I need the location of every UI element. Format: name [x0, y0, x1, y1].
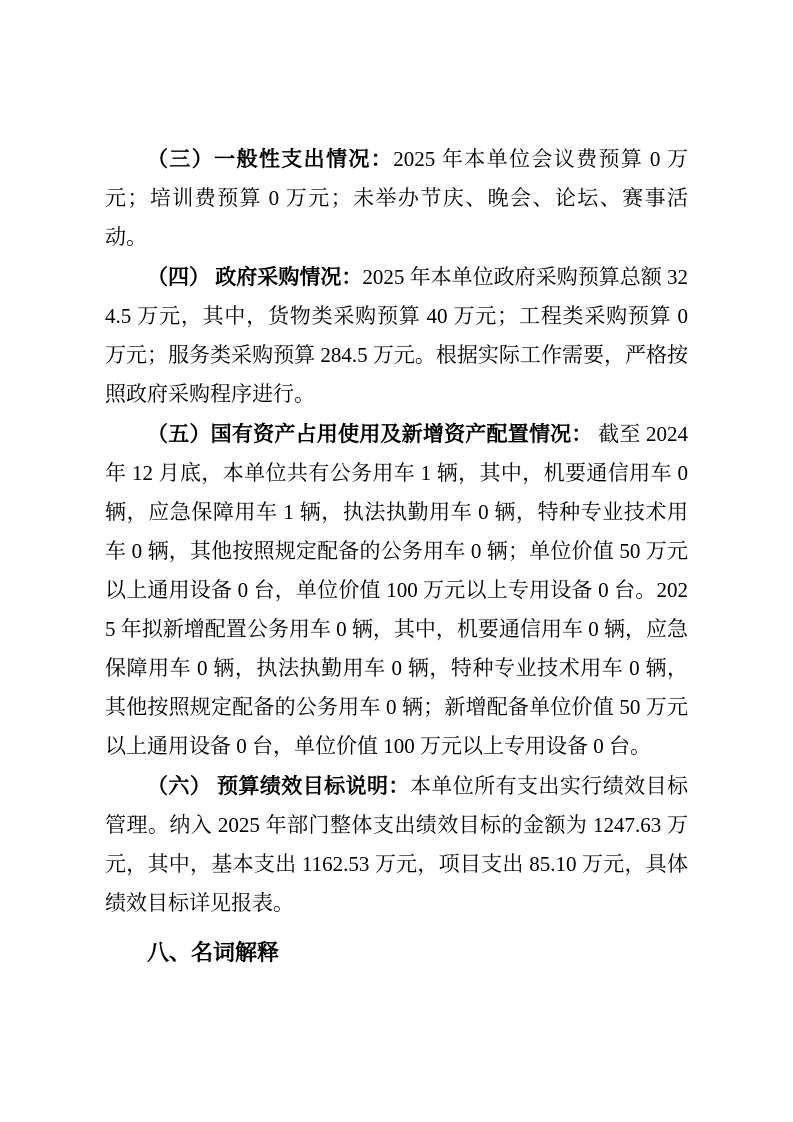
paragraph-performance-targets — [105, 767, 688, 923]
paragraph-government-procurement — [105, 258, 688, 414]
section-body-state-assets: 截至 2024 年 12 月底，本单位共有公务用车 1 辆，其中，机要通信用车 0 辆，应急保障用车 1 辆，执法执勤用车 0 辆，特种专业技术用车 0 辆，其他按照规定配备的公务用车 0 辆；单位价值 50 万元以上通用设备 0 台，单位价值 100 万元以上专用设备 0 台。2025 年拟新增配置公务用车 0 辆，其中，机要通信用车 0 辆，应急保障用车 0 辆，执法执勤用车 0 辆，特种专业技术用车 0 辆，其他按照规定配备的公务用车 0 辆；新增配备单位价值 50 万元以上通用设备 0 台，单位价值 100 万元以上专用设备 0 台。 — [105, 422, 689, 758]
section-body-government-procurement: 2025 年本单位政府采购预算总额 324.5 万元，其中，货物类采购预算 40 万元；工程类采购预算 0 万元；服务类采购预算 284.5 万元。根据实际工作需要，严格按照政府采购程序进行。 — [105, 265, 688, 406]
paragraph-state-assets — [105, 415, 688, 766]
section-label-state-assets: （五）国有资产占用使用及新增资产配置情况： — [147, 422, 593, 446]
section-body-performance-targets: 本单位所有支出实行绩效目标管理。纳入 2025 年部门整体支出绩效目标的金额为 1247.63 万元，其中，基本支出 1162.53 万元，项目支出 85.10 万元，具体绩效目标详见报表。 — [105, 774, 689, 915]
section-label-government-procurement: （四） 政府采购情况： — [147, 265, 363, 289]
section-label-performance-targets: （六） 预算绩效目标说明： — [147, 774, 410, 798]
section-label-general-expenditure: （三）一般性支出情况： — [147, 147, 394, 171]
section-body-general-expenditure: 2025 年本单位会议费预算 0 万元；培训费预算 0 万元；未举办节庆、晚会、论坛、赛事活动。 — [105, 147, 689, 249]
section-heading-glossary: 八、名词解释 — [147, 940, 280, 965]
paragraph-general-expenditure — [105, 140, 688, 257]
